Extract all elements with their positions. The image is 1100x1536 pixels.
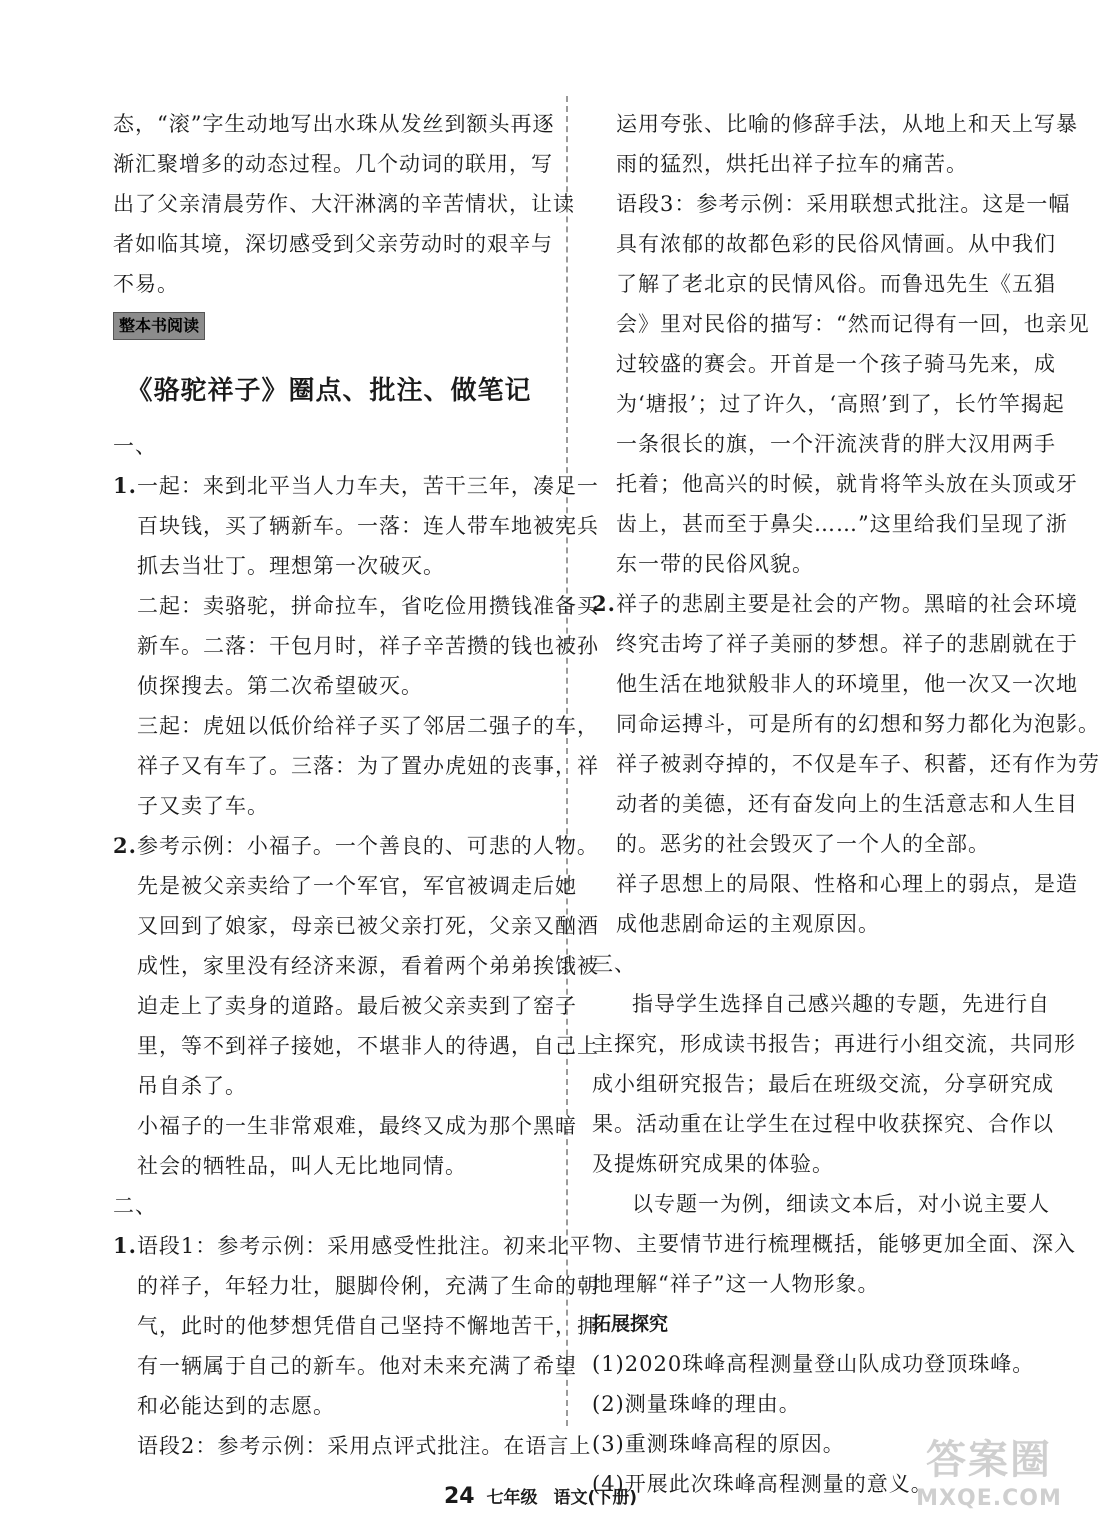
text-line: 东一带的民俗风貌。 xyxy=(616,552,814,576)
text-line: 先是被父亲卖给了一个军官，军官被调走后她 xyxy=(137,874,577,898)
text-line: 指导学生选择自己感兴趣的专题，先进行自 xyxy=(632,992,1050,1016)
text-line: 祥子思想上的局限、性格和心理上的弱点，是造 xyxy=(616,872,1078,896)
text-line: 子又卖了车。 xyxy=(137,794,269,818)
text-line: 过较盛的赛会。开首是一个孩子骑马先来，成 xyxy=(616,352,1056,376)
left-column xyxy=(113,104,599,1466)
text-line: 语段3：参考示例：采用联想式批注。这是一幅 xyxy=(616,192,1071,216)
text-line: 同命运搏斗，可是所有的幻想和努力都化为泡影。 xyxy=(616,712,1100,736)
text-line: 小福子的一生非常艰难，最终又成为那个黑暗 xyxy=(137,1114,577,1138)
text-line: 和必能达到的志愿。 xyxy=(137,1394,335,1418)
question-line xyxy=(113,466,599,506)
page-number: 24 xyxy=(443,1484,475,1509)
text-line: 侦探搜去。第二次希望破灭。 xyxy=(137,674,423,698)
text-line: 成他悲剧命运的主观原因。 xyxy=(616,912,880,936)
part-label: 三、 xyxy=(592,952,636,976)
text-line: 动者的美德，还有奋发向上的生活意志和人生目 xyxy=(616,792,1078,816)
text-line: 吊自杀了。 xyxy=(137,1074,247,1098)
text-line: 一条很长的旗，一个汗流浃背的胖大汉用两手 xyxy=(616,432,1056,456)
part-label: 二、 xyxy=(113,1194,157,1218)
text-line: 祥子又有车了。三落：为了置办虎妞的丧事，祥 xyxy=(137,754,599,778)
text-line: 参考示例：小福子。一个善良的、可悲的人物。 xyxy=(136,834,599,858)
question-number: 1. xyxy=(113,1233,137,1258)
part-label: 一、 xyxy=(113,434,157,458)
text-line: 态，“滚”字生动地写出水珠从发丝到额头再逐 xyxy=(113,112,555,136)
text-line: 为‘塘报’；过了许久，‘高照’到了，长竹竿揭起 xyxy=(616,392,1065,416)
footer-subject: 语文(下册) xyxy=(553,1488,637,1508)
question-number: 2. xyxy=(592,591,616,616)
text-line: 一起：来到北平当人力车夫，苦干三年，凑足一 xyxy=(136,474,599,498)
text-line: 的祥子，年轻力壮，腿脚伶俐，充满了生命的朝 xyxy=(137,1274,599,1298)
article-title: 《骆驼祥子》圈点、批注、做笔记 xyxy=(126,376,532,406)
text-line: 气，此时的他梦想凭借自己坚持不懈地苦干，拥 xyxy=(137,1314,599,1338)
text-line: 语段1：参考示例：采用感受性批注。初来北平 xyxy=(136,1234,592,1258)
extension-item: (2)测量珠峰的理由。 xyxy=(592,1392,801,1416)
text-line: 及提炼研究成果的体验。 xyxy=(592,1152,834,1176)
text-line: 祥子被剥夺掉的，不仅是车子、积蓄，还有作为劳 xyxy=(616,752,1100,776)
watermark-bottom: MXQE.COM xyxy=(916,1486,1062,1511)
text-line: 渐汇聚增多的动态过程。几个动词的联用，写 xyxy=(113,152,553,176)
extension-item: (1)2020珠峰高程测量登山队成功登顶珠峰。 xyxy=(592,1352,1035,1376)
text-line: 地理解“祥子”这一人物形象。 xyxy=(592,1272,880,1296)
text-line: 社会的牺牲品，叫人无比地同情。 xyxy=(137,1154,467,1178)
text-line: 的。恶劣的社会毁灭了一个人的全部。 xyxy=(616,832,990,856)
text-line: 成性，家里没有经济来源，看着两个弟弟挨饿被 xyxy=(137,954,599,978)
extension-item: (3)重测珠峰高程的原因。 xyxy=(592,1432,845,1456)
question-line xyxy=(592,584,1078,624)
section-tag: 整本书阅读 xyxy=(113,312,205,340)
text-line: 又回到了娘家，母亲已被父亲打死，父亲又酗酒 xyxy=(137,914,599,938)
section-tag-wrapper xyxy=(113,304,545,354)
text-line: 主探究，形成读书报告；再进行小组交流，共同形 xyxy=(592,1032,1076,1056)
watermark-logo xyxy=(909,1436,1069,1528)
text-line: 果。活动重在让学生在过程中收获探究、合作以 xyxy=(592,1112,1054,1136)
text-line: 成小组研究报告；最后在班级交流，分享研究成 xyxy=(592,1072,1054,1096)
text-line: 里，等不到祥子接她，不堪非人的待遇，自己上 xyxy=(137,1034,599,1058)
extension-item: (4)开展此次珠峰高程测量的意义。 xyxy=(592,1472,933,1496)
text-line: 语段2：参考示例：采用点评式批注。在语言上 xyxy=(137,1434,592,1458)
text-line: 以专题一为例，细读文本后，对小说主要人 xyxy=(632,1192,1050,1216)
text-line: 托着；他高兴的时候，就肯将竿头放在头顶或牙 xyxy=(616,472,1078,496)
text-line: 三起：虎妞以低价给祥子买了邻居二强子的车， xyxy=(137,714,599,738)
footer-grade: 七年级 xyxy=(486,1488,538,1508)
text-line: 不易。 xyxy=(113,272,179,296)
text-line: 会》里对民俗的描写：“然而记得有一回，也亲见 xyxy=(616,312,1090,336)
text-line: 百块钱，买了辆新车。一落：连人带车地被宪兵 xyxy=(137,514,599,538)
text-line: 雨的猛烈，烘托出祥子拉车的痛苦。 xyxy=(616,152,968,176)
watermark-top: 答案圈 xyxy=(926,1437,1052,1483)
extension-heading: 拓展探究 xyxy=(592,1313,669,1335)
text-line: 者如临其境，深切感受到父亲劳动时的艰辛与 xyxy=(113,232,553,256)
text-line: 齿上，甚而至于鼻尖……”这里给我们呈现了浙 xyxy=(616,512,1068,536)
text-line: 迫走上了卖身的道路。最后被父亲卖到了窑子 xyxy=(137,994,577,1018)
text-line: 抓去当壮丁。理想第一次破灭。 xyxy=(137,554,445,578)
question-number: 1. xyxy=(113,473,137,498)
question-number: 2. xyxy=(113,833,137,858)
text-line: 有一辆属于自己的新车。他对未来充满了希望 xyxy=(137,1354,577,1378)
text-line: 了解了老北京的民情风俗。而鲁迅先生《五猖 xyxy=(616,272,1056,296)
text-line: 新车。二落：干包月时，祥子辛苦攒的钱也被孙 xyxy=(137,634,599,658)
text-line: 他生活在地狱般非人的环境里，他一次又一次地 xyxy=(616,672,1078,696)
text-line: 具有浓郁的故都色彩的民俗风情画。从中我们 xyxy=(616,232,1056,256)
right-column xyxy=(592,104,1100,1504)
text-line: 出了父亲清晨劳作、大汗淋漓的辛苦情状，让读 xyxy=(113,192,575,216)
question-line xyxy=(113,826,599,866)
text-line: 物、主要情节进行梳理概括，能够更加全面、深入 xyxy=(592,1232,1076,1256)
text-line: 祥子的悲剧主要是社会的产物。黑暗的社会环境 xyxy=(615,592,1078,616)
question-line xyxy=(113,1226,592,1266)
text-line: 终究击垮了祥子美丽的梦想。祥子的悲剧就在于 xyxy=(616,632,1078,656)
text-line: 二起：卖骆驼，拼命拉车，省吃俭用攒钱准备买 xyxy=(137,594,599,618)
text-line: 运用夸张、比喻的修辞手法，从地上和天上写暴 xyxy=(616,112,1078,136)
